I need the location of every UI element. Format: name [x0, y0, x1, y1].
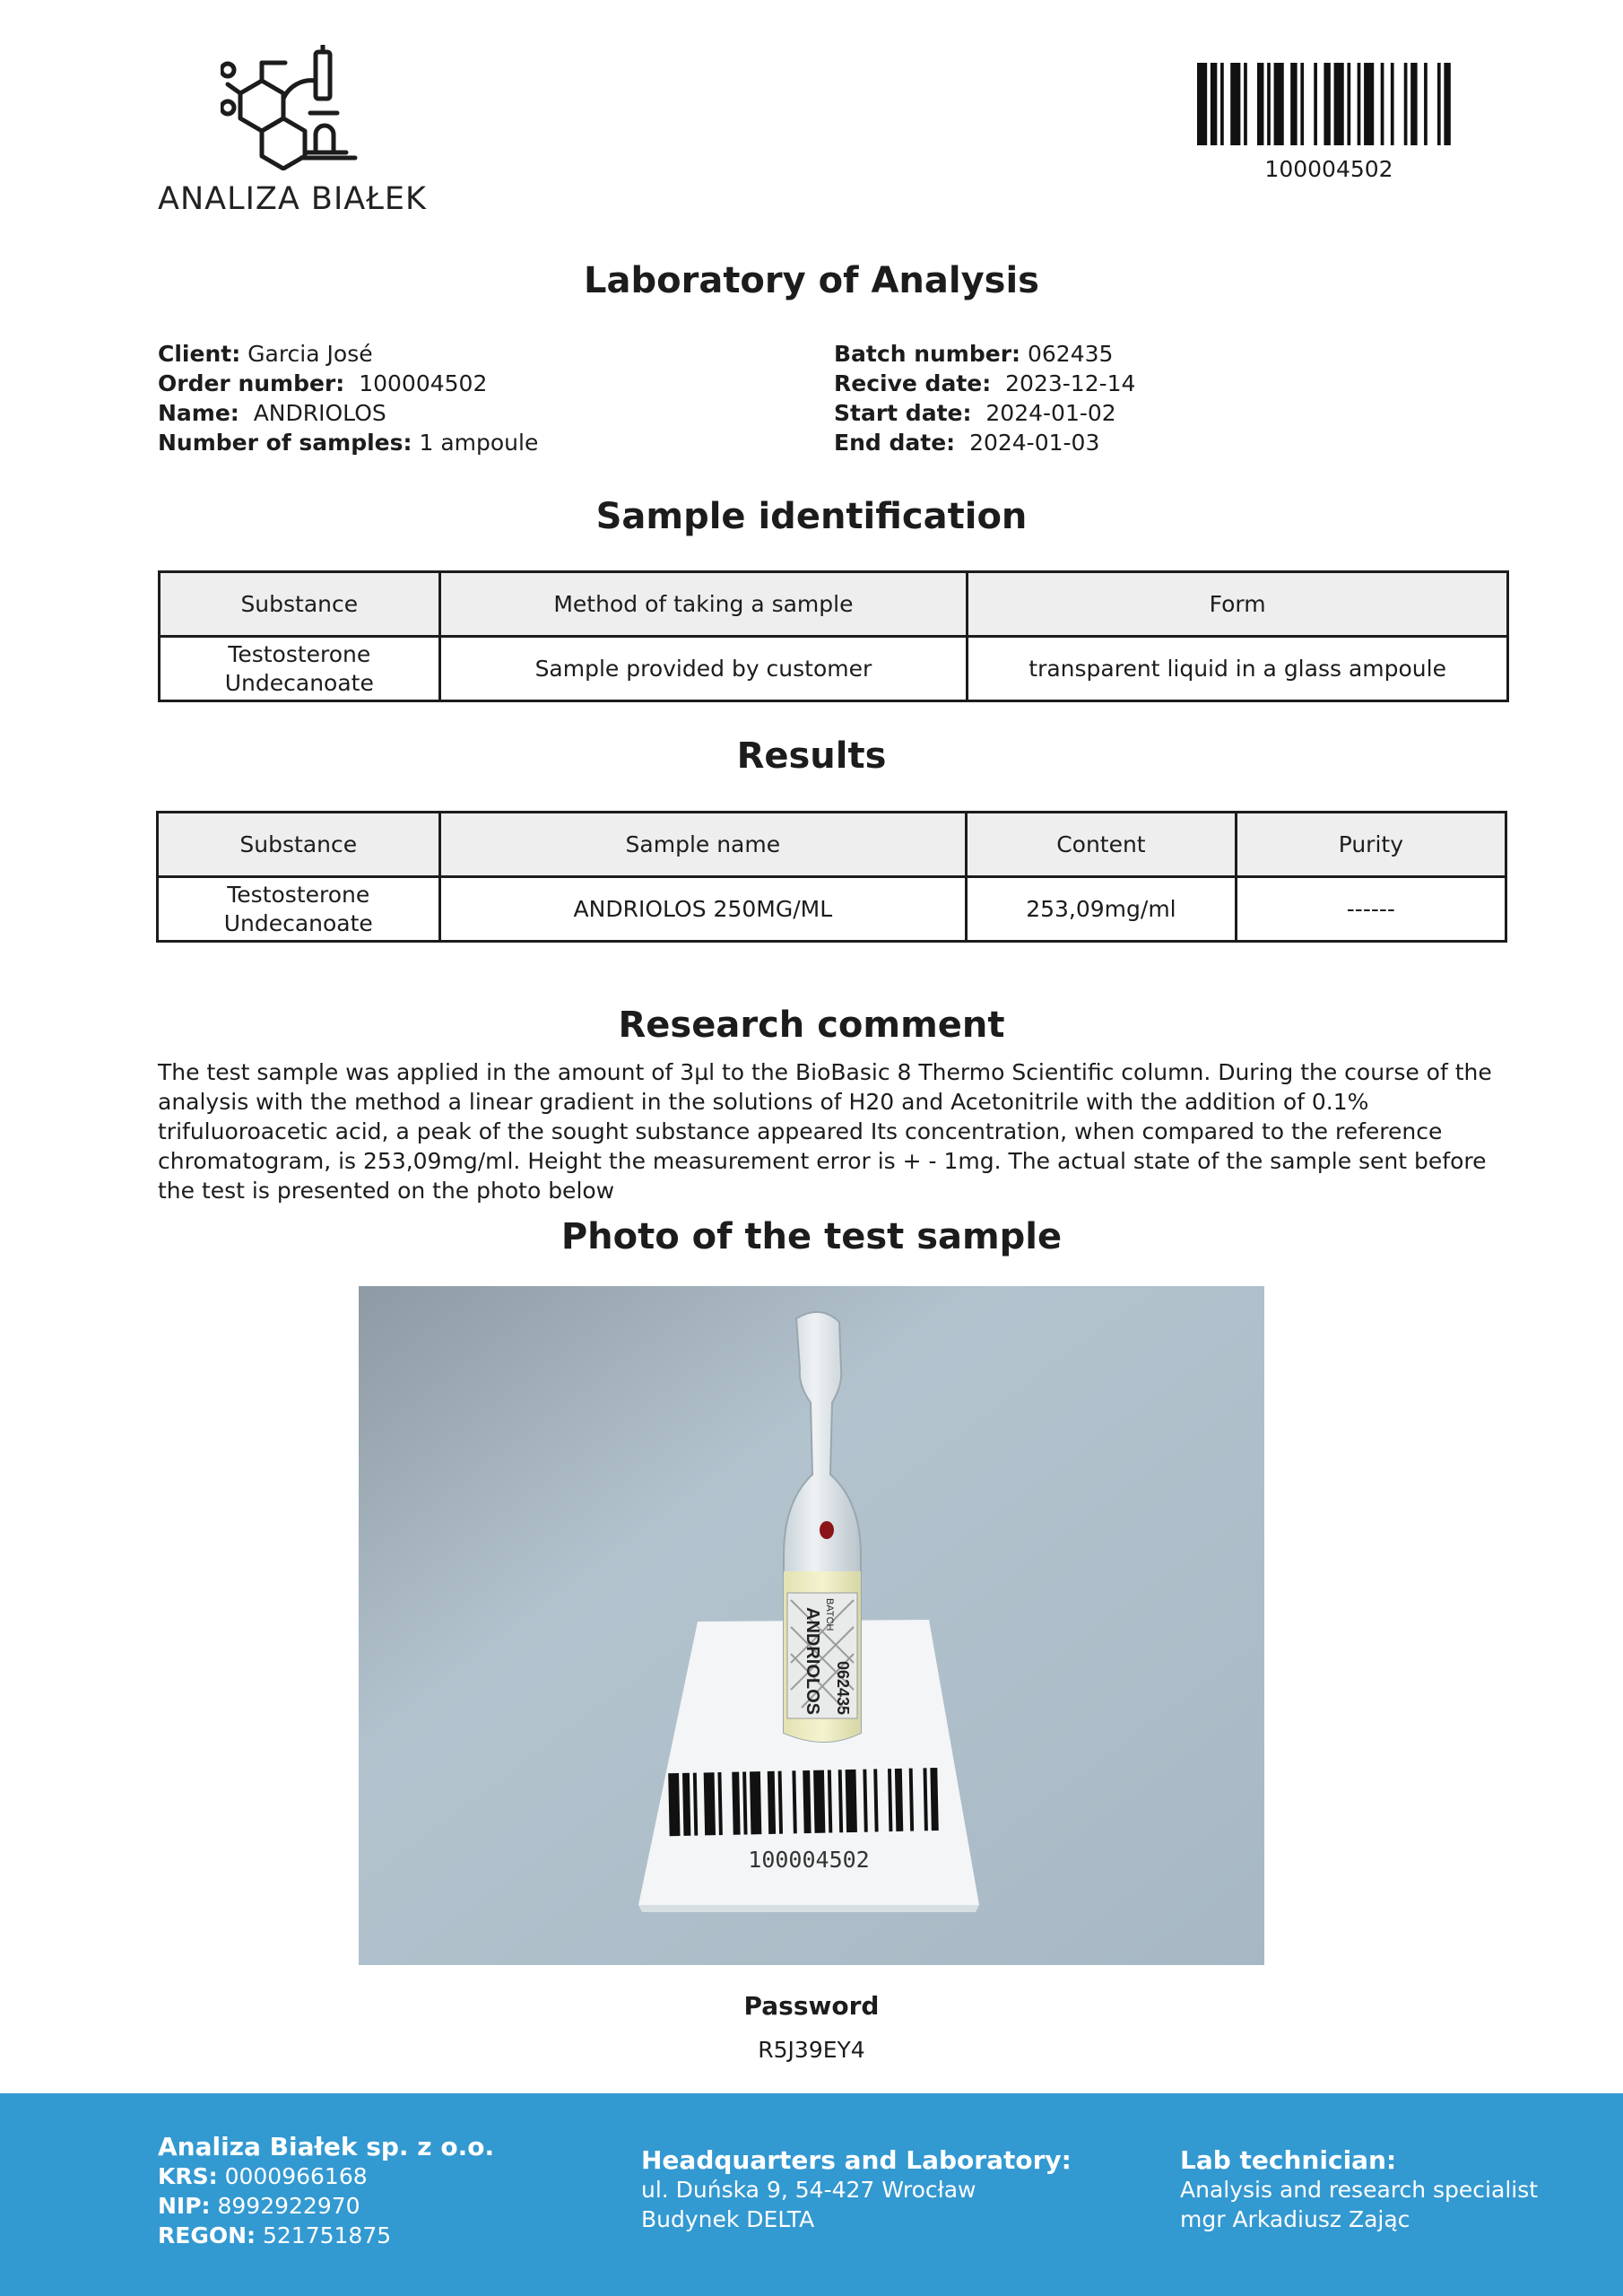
barcode-bar — [1267, 63, 1271, 145]
krs-value: 0000966168 — [224, 2163, 368, 2189]
password-value: R5J39EY4 — [758, 2037, 865, 2063]
test-sample-photo — [359, 1286, 1264, 1965]
barcode-bar — [1404, 63, 1408, 145]
page-title: Laboratory of Analysis — [584, 260, 1039, 301]
table-cell: ANDRIOLOS 250MG/ML — [439, 877, 967, 942]
barcode-bar — [1391, 63, 1394, 145]
table-cell: Sample provided by customer — [439, 637, 968, 701]
barcode-bar — [846, 1770, 857, 1832]
barcode-bar — [1220, 63, 1224, 145]
nip-label: NIP: — [158, 2193, 211, 2219]
order-info-right — [834, 339, 1135, 457]
ampoule-batch-word: BATCH — [824, 1598, 835, 1631]
research-comment-heading: Research comment — [618, 1004, 1005, 1046]
barcode-bar — [732, 1772, 740, 1835]
barcode-bar — [668, 1773, 680, 1836]
company-logo — [158, 45, 427, 224]
barcode-bar — [1274, 63, 1284, 145]
ampoule-batch-number: 062435 — [834, 1661, 852, 1716]
barcode-bar — [768, 1771, 776, 1834]
barcode-bar — [1197, 63, 1207, 145]
order-value: 100004502 — [359, 370, 488, 396]
order-row — [158, 369, 538, 398]
barcode-bar — [1300, 63, 1304, 145]
barcode-bar — [1334, 63, 1344, 145]
hq-address-line1: ul. Duńska 9, 54-427 Wrocław — [641, 2177, 976, 2203]
samples-value: 1 ampoule — [419, 430, 539, 456]
barcode-bar — [1444, 63, 1450, 145]
barcode-bar — [750, 1771, 761, 1834]
barcode-bar — [813, 1770, 825, 1833]
regon-value: 521751875 — [262, 2222, 392, 2248]
barcode-bar — [1211, 63, 1217, 145]
start-row — [834, 398, 1135, 428]
barcode-bar — [682, 1773, 690, 1836]
barcode-bar — [1364, 63, 1374, 145]
footer-headquarters — [641, 2145, 1072, 2234]
barcode-bar — [704, 1772, 716, 1835]
hq-label: Headquarters and Laboratory: — [641, 2145, 1072, 2175]
table-header-cell: Substance — [158, 813, 440, 877]
end-value: 2024-01-03 — [969, 430, 1100, 456]
logo-text: ANALIZA BIAŁEK — [158, 181, 427, 217]
receive-label: Recive date: — [834, 370, 992, 396]
barcode-number: 100004502 — [1264, 156, 1393, 182]
krs-label: KRS: — [158, 2163, 218, 2189]
barcode-bar — [1230, 63, 1240, 145]
order-barcode — [1197, 63, 1461, 145]
ampoule-product-label: ANDRIOLOS — [803, 1607, 822, 1715]
barcode-bar — [1347, 63, 1350, 145]
table-cell: 253,09mg/ml — [967, 877, 1237, 942]
ampoule-photo-illustration — [359, 1286, 1264, 1965]
barcode-bar — [930, 1768, 938, 1831]
nip-value: 8992922970 — [217, 2193, 360, 2219]
samples-label: Number of samples: — [158, 430, 412, 456]
barcode-bar — [1424, 63, 1428, 145]
batch-row — [834, 339, 1135, 369]
barcode-bar — [1290, 63, 1297, 145]
batch-value: 062435 — [1027, 341, 1114, 367]
table-header-cell: Substance — [160, 572, 440, 637]
table-header-cell: Sample name — [439, 813, 967, 877]
table-row — [160, 637, 1508, 701]
batch-label: Batch number: — [834, 341, 1021, 367]
table-cell: Testosterone Undecanoate — [158, 877, 440, 942]
sample-identification-table — [158, 570, 1509, 702]
barcode-bar — [1358, 63, 1361, 145]
nip-row — [158, 2191, 494, 2221]
start-label: Start date: — [834, 400, 972, 426]
client-label: Client: — [158, 341, 241, 367]
footer — [0, 2093, 1623, 2296]
results-heading: Results — [736, 735, 887, 777]
order-label: Order number: — [158, 370, 345, 396]
technician-name: mgr Arkadiusz Zając — [1180, 2206, 1410, 2232]
samples-row — [158, 428, 538, 457]
footer-lab-technician — [1180, 2145, 1538, 2234]
technician-label: Lab technician: — [1180, 2145, 1397, 2175]
results-table — [156, 811, 1507, 943]
barcode-bar — [1257, 63, 1263, 145]
table-cell: transparent liquid in a glass ampoule — [968, 637, 1508, 701]
client-value: Garcia José — [247, 341, 373, 367]
regon-label: REGON: — [158, 2222, 256, 2248]
barcode-bar — [803, 1770, 811, 1833]
barcode-bar — [1314, 63, 1317, 145]
barcode-bar — [1437, 63, 1441, 145]
regon-row — [158, 2221, 494, 2250]
receive-row — [834, 369, 1135, 398]
table-header-row — [160, 572, 1508, 637]
table-cell: Testosterone Undecanoate — [160, 637, 440, 701]
footer-company-info — [158, 2132, 494, 2250]
table-header-row — [158, 813, 1506, 877]
receive-value: 2023-12-14 — [1005, 370, 1136, 396]
table-header-cell: Purity — [1236, 813, 1506, 877]
barcode-bar — [1381, 63, 1384, 145]
table-header-cell: Content — [967, 813, 1237, 877]
lab-molecule-microscope-icon — [221, 45, 364, 170]
client-row — [158, 339, 538, 369]
company-name: Analiza Białek sp. z o.o. — [158, 2132, 495, 2161]
barcode-bar — [895, 1769, 903, 1831]
barcode-bar — [1244, 63, 1247, 145]
research-comment-text: The test sample was applied in the amount of 3µl to the BioBasic 8 Thermo Scientific column. During the course of the analysis with the method a linear gradient in the solutions of H20 and Acetonitrile with the addition of 0.1% trifuluoroacetic acid, a peak of the sought substance appeared Its concentration, when compared to the reference chromatogram, is 253,09mg/ml. Height the measurement error is + - 1mg. The actual state of the sample sent before the test is presented on the photo below — [158, 1059, 1492, 1204]
paper-barcode-number: 100004502 — [748, 1847, 870, 1873]
barcode-bar — [1410, 63, 1417, 145]
technician-title: Analysis and research specialist — [1180, 2177, 1539, 2203]
table-header-cell: Form — [968, 572, 1508, 637]
order-info-left — [158, 339, 538, 457]
start-value: 2024-01-02 — [985, 400, 1116, 426]
photo-heading: Photo of the test sample — [560, 1216, 1063, 1257]
end-label: End date: — [834, 430, 956, 456]
table-cell: ------ — [1236, 877, 1506, 942]
name-label: Name: — [158, 400, 239, 426]
name-value: ANDRIOLOS — [253, 400, 386, 426]
sample-identification-heading: Sample identification — [595, 496, 1028, 537]
password-label: Password — [743, 1991, 880, 2021]
table-header-cell: Method of taking a sample — [439, 572, 968, 637]
table-row — [158, 877, 1506, 942]
name-row — [158, 398, 538, 428]
krs-row — [158, 2161, 494, 2191]
hq-address-line2: Budynek DELTA — [641, 2206, 815, 2232]
barcode-bar — [1324, 63, 1330, 145]
end-row — [834, 428, 1135, 457]
